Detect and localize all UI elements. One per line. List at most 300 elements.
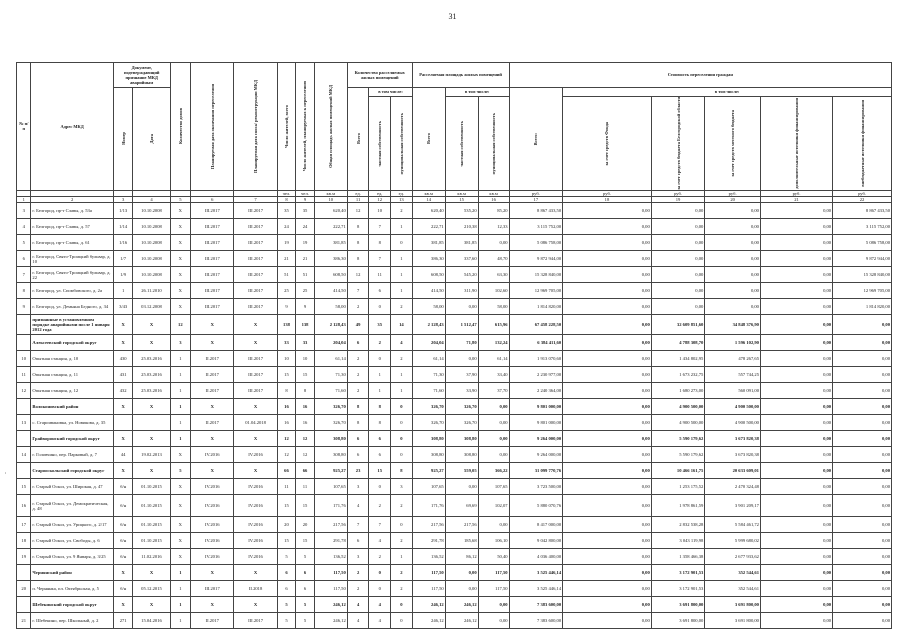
table-cell: 0,00 bbox=[651, 299, 705, 315]
table-cell: X bbox=[191, 431, 234, 447]
table-cell: III.2017 bbox=[191, 283, 234, 299]
table-cell: 0 bbox=[391, 447, 413, 463]
table-cell: X bbox=[133, 315, 170, 335]
table-cell: IV.2016 bbox=[191, 479, 234, 495]
table-cell: X bbox=[234, 315, 277, 335]
table-cell: 22 bbox=[833, 197, 892, 203]
table-row bbox=[17, 517, 892, 533]
table-cell: 8 bbox=[347, 251, 369, 267]
table-cell: X bbox=[234, 335, 277, 351]
table-cell: 0 bbox=[369, 581, 391, 597]
table-row bbox=[17, 479, 892, 495]
table-cell: ед. bbox=[391, 190, 413, 196]
table-cell: 0,00 bbox=[760, 315, 832, 335]
table-cell: 1 bbox=[391, 251, 413, 267]
table-cell: 33,90 bbox=[445, 383, 478, 399]
table-cell: 4 bbox=[347, 613, 369, 629]
table-cell: 246,12 bbox=[445, 613, 478, 629]
table-cell: 13 bbox=[391, 197, 413, 203]
subtotal-row bbox=[17, 463, 892, 479]
table-cell: IV.2016 bbox=[191, 549, 234, 565]
table-cell: 2 470 324,48 bbox=[705, 479, 761, 495]
table-cell: III.2017 bbox=[234, 383, 277, 399]
table-cell: X bbox=[170, 219, 191, 235]
table-cell: 66 bbox=[296, 463, 315, 479]
table-cell: II.2017 bbox=[191, 351, 234, 367]
table-cell: X bbox=[234, 463, 277, 479]
table-row bbox=[17, 219, 892, 235]
table-cell: 1 bbox=[170, 415, 191, 431]
table-cell: 210,38 bbox=[445, 219, 478, 235]
table-cell: 10 466 161,75 bbox=[651, 463, 705, 479]
table-cell: 3 673 820,38 bbox=[705, 431, 761, 447]
table-cell: 3 691 800,00 bbox=[651, 613, 705, 629]
table-cell: 0,00 bbox=[833, 383, 892, 399]
table-cell: 326,70 bbox=[445, 399, 478, 415]
table-cell: 246,12 bbox=[445, 597, 478, 613]
table-cell: чел. bbox=[277, 190, 296, 196]
table-cell: 0,00 bbox=[445, 299, 478, 315]
table-cell: 0,00 bbox=[760, 383, 832, 399]
table-cell: 8 bbox=[347, 219, 369, 235]
table-cell: 117,50 bbox=[314, 581, 347, 597]
table-cell: 1 814 820,00 bbox=[509, 299, 563, 315]
table-cell: 0,00 bbox=[445, 351, 478, 367]
subtotal-row bbox=[17, 335, 892, 351]
table-cell: 19.02.2013 bbox=[133, 447, 170, 463]
table-cell: 10 bbox=[277, 351, 296, 367]
table-cell: руб. bbox=[509, 190, 563, 196]
table-cell: 1 bbox=[391, 283, 413, 299]
table-cell: X bbox=[234, 597, 277, 613]
table-cell: X bbox=[170, 283, 191, 299]
table-cell: 20 bbox=[296, 517, 315, 533]
table-row bbox=[17, 383, 892, 399]
table-cell: 0,00 bbox=[563, 267, 652, 283]
table-cell: 0,00 bbox=[833, 367, 892, 383]
table-cell: III.2017 bbox=[234, 299, 277, 315]
table-cell: 2 bbox=[391, 565, 413, 581]
table-cell: 2 bbox=[369, 495, 391, 517]
table-cell: 204,04 bbox=[412, 335, 445, 351]
table-cell: 15 bbox=[17, 479, 31, 495]
table-cell: 0,00 bbox=[705, 219, 761, 235]
table-cell: 107,65 bbox=[478, 479, 509, 495]
table-cell: 8 bbox=[347, 415, 369, 431]
table-cell: 13 bbox=[17, 415, 31, 431]
table-cell: 0,00 bbox=[563, 431, 652, 447]
table-cell: 0,00 bbox=[833, 463, 892, 479]
table-cell bbox=[113, 415, 133, 431]
table-cell: 1 358 466,38 bbox=[651, 549, 705, 565]
table-cell: 0,00 bbox=[478, 431, 509, 447]
table-cell: 9 801 000,00 bbox=[509, 415, 563, 431]
table-cell: 14 bbox=[17, 447, 31, 463]
table-cell: руб. bbox=[563, 190, 652, 196]
table-cell: 0,00 bbox=[760, 447, 832, 463]
table-cell: III.2017 bbox=[191, 219, 234, 235]
table-cell: 0,00 bbox=[478, 597, 509, 613]
table-cell: 217,56 bbox=[412, 517, 445, 533]
table-cell: 7 383 600,00 bbox=[509, 597, 563, 613]
table-cell: 386,30 bbox=[412, 251, 445, 267]
table-cell: X bbox=[113, 399, 133, 415]
table-cell: 3 bbox=[347, 549, 369, 565]
table-cell: 51 bbox=[296, 267, 315, 283]
table-cell: 246,12 bbox=[314, 613, 347, 629]
table-cell: 0,00 bbox=[833, 351, 892, 367]
table-cell: 12 bbox=[17, 383, 31, 399]
table-cell: 71,60 bbox=[314, 383, 347, 399]
table-cell: 0,00 bbox=[760, 517, 832, 533]
table-cell: II.2017 bbox=[191, 383, 234, 399]
table-cell: 25 bbox=[296, 283, 315, 299]
table-cell: III.2017 bbox=[234, 267, 277, 283]
table-cell: 2 bbox=[347, 581, 369, 597]
table-cell: Чернянский район bbox=[31, 565, 113, 581]
col-document-group-header: Документ, подтверждающий признание МКД аварийным bbox=[113, 63, 170, 88]
table-cell: 308,80 bbox=[412, 431, 445, 447]
table-cell: 3 691 800,00 bbox=[705, 597, 761, 613]
table-cell: III.2017 bbox=[234, 283, 277, 299]
table-cell: 3 bbox=[17, 203, 31, 219]
table-cell: 3 bbox=[113, 197, 133, 203]
table-cell: X bbox=[170, 479, 191, 495]
table-cell: руб. bbox=[651, 190, 705, 196]
table-cell: 3 bbox=[391, 479, 413, 495]
table-cell: 0 bbox=[369, 565, 391, 581]
table-cell: 4 900 500,00 bbox=[651, 415, 705, 431]
table-cell: 0 bbox=[391, 399, 413, 415]
table-row bbox=[17, 581, 892, 597]
table-cell: 0,00 bbox=[760, 351, 832, 367]
table-cell: г. Белгород, пр-т Славы, д. 53а bbox=[31, 203, 113, 219]
table-cell: 61,14 bbox=[412, 351, 445, 367]
table-cell: 3 691 800,00 bbox=[651, 597, 705, 613]
table-cell bbox=[17, 399, 31, 415]
table-cell: 2 128,43 bbox=[314, 315, 347, 335]
table-cell: II.2017 bbox=[191, 613, 234, 629]
table-cell: 3 901 209,17 bbox=[705, 495, 761, 517]
table-cell: 33 bbox=[296, 335, 315, 351]
table-cell: 71,30 bbox=[412, 367, 445, 383]
table-cell: 4 bbox=[369, 597, 391, 613]
table-cell: 5 880 070,76 bbox=[509, 495, 563, 517]
table-cell: X bbox=[170, 251, 191, 267]
table-cell: 44 bbox=[113, 447, 133, 463]
table-cell: II.2017 bbox=[191, 415, 234, 431]
subtotal-row bbox=[17, 431, 892, 447]
table-cell: 4 bbox=[391, 335, 413, 351]
table-cell: 3/43 bbox=[113, 299, 133, 315]
table-cell: 19 bbox=[17, 549, 31, 565]
col-cost-regional-header: за счет средств бюджета Белгородской области bbox=[675, 97, 681, 190]
table-cell: 12 bbox=[277, 447, 296, 463]
table-cell: II.2018 bbox=[234, 581, 277, 597]
table-cell: 0,00 bbox=[563, 315, 652, 335]
col-cost-incl-header: в том числе: bbox=[563, 88, 892, 97]
table-cell: 19 bbox=[277, 235, 296, 251]
table-cell: 6 bbox=[296, 581, 315, 597]
table-cell: 1 bbox=[369, 367, 391, 383]
table-cell: 0,00 bbox=[760, 235, 832, 251]
table-cell: 0 bbox=[391, 415, 413, 431]
table-cell: 0,00 bbox=[760, 549, 832, 565]
table-cell: 620,40 bbox=[412, 203, 445, 219]
table-cell: IV.2016 bbox=[234, 479, 277, 495]
table-cell: 7 bbox=[17, 267, 31, 283]
table-cell: 4 bbox=[347, 597, 369, 613]
table-row bbox=[17, 367, 892, 383]
table-cell: 3 bbox=[347, 479, 369, 495]
table-cell: 1 bbox=[170, 367, 191, 383]
table-cell: кв.м bbox=[478, 190, 509, 196]
table-cell: 0,00 bbox=[563, 335, 652, 351]
table-cell: 10.10.2008 bbox=[133, 203, 170, 219]
table-cell: IV.2016 bbox=[191, 533, 234, 549]
table-cell: X bbox=[170, 549, 191, 565]
table-cell: X bbox=[191, 335, 234, 351]
table-cell: 222,71 bbox=[412, 219, 445, 235]
table-cell: 0,00 bbox=[833, 565, 892, 581]
table-cell: 1 bbox=[391, 367, 413, 383]
table-cell: 0,00 bbox=[563, 581, 652, 597]
table-cell: г. Шебекино, пер. Школьный, д. 2 bbox=[31, 613, 113, 629]
table-cell: 14 bbox=[391, 315, 413, 335]
table-cell: 15 bbox=[296, 533, 315, 549]
table-cell: 4 bbox=[347, 495, 369, 517]
table-cell: 5 584 461,72 bbox=[705, 517, 761, 533]
table-cell: г. Белгород, пр-т Славы, д. 57 bbox=[31, 219, 113, 235]
table-cell: 0,00 bbox=[563, 565, 652, 581]
table-cell: 03.12.2008 bbox=[133, 299, 170, 315]
table-cell: 0,00 bbox=[760, 367, 832, 383]
table-cell: 0,00 bbox=[445, 581, 478, 597]
table-cell: 0,00 bbox=[478, 415, 509, 431]
table-cell: кв.м bbox=[412, 190, 445, 196]
table-cell: 0,00 bbox=[478, 517, 509, 533]
col-rooms-private-header: частная собственность bbox=[377, 120, 383, 167]
table-cell: 2 bbox=[347, 367, 369, 383]
table-cell: 386,30 bbox=[314, 251, 347, 267]
col-area-group-header: Расселяемая площадь жилых помещений bbox=[412, 63, 509, 88]
table-cell: X bbox=[170, 299, 191, 315]
table-cell: 0 bbox=[369, 299, 391, 315]
table-cell: 15 bbox=[369, 463, 391, 479]
table-cell: 0,00 bbox=[760, 581, 832, 597]
table-cell: 8 bbox=[17, 283, 31, 299]
table-cell: X bbox=[170, 495, 191, 517]
col-rooms-municipal-header: муниципальная собственность bbox=[398, 112, 404, 175]
table-cell: 1 253 175,52 bbox=[651, 479, 705, 495]
table-cell: г. Старый Оскол, ул. Демократическая, д. 48 bbox=[31, 495, 113, 517]
table-cell: 8 bbox=[369, 235, 391, 251]
table-cell: 25 bbox=[277, 283, 296, 299]
table-cell: 0,00 bbox=[760, 613, 832, 629]
table-cell: 9 bbox=[17, 299, 31, 315]
table-row bbox=[17, 251, 892, 267]
table-cell: 0,00 bbox=[833, 517, 892, 533]
table-cell: 10.10.2008 bbox=[133, 219, 170, 235]
table-cell: 1 bbox=[170, 399, 191, 415]
table-cell: 2 230 977,00 bbox=[509, 367, 563, 383]
table-cell: 0,00 bbox=[651, 219, 705, 235]
table-cell: 0,00 bbox=[563, 533, 652, 549]
table-cell: 0,00 bbox=[760, 597, 832, 613]
table-cell: 9 042 800,00 bbox=[509, 533, 563, 549]
table-cell: г. Старый Оскол, ул. Свободы, д. 6 bbox=[31, 533, 113, 549]
table-cell: 9 bbox=[277, 299, 296, 315]
table-cell: 67 458 228,50 bbox=[509, 315, 563, 335]
table-cell: X bbox=[113, 315, 133, 335]
table-row bbox=[17, 533, 892, 549]
table-cell: 6 bbox=[277, 581, 296, 597]
table-cell: X bbox=[133, 565, 170, 581]
table-cell: 3 525 446,14 bbox=[509, 565, 563, 581]
table-cell: X bbox=[234, 565, 277, 581]
table-cell: 2 bbox=[31, 197, 113, 203]
table-cell: 2 bbox=[391, 299, 413, 315]
table-cell: 0,00 bbox=[833, 399, 892, 415]
table-cell: 0,00 bbox=[478, 447, 509, 463]
table-cell: 0,00 bbox=[833, 581, 892, 597]
subtotal-row bbox=[17, 597, 892, 613]
table-cell: 8 bbox=[277, 383, 296, 399]
table-cell: 34 848 376,90 bbox=[705, 315, 761, 335]
table-cell: 25.03.2016 bbox=[133, 383, 170, 399]
table-cell: 10.10.2008 bbox=[133, 251, 170, 267]
table-cell: 1 680 273,00 bbox=[651, 383, 705, 399]
table-cell: 6 bbox=[347, 533, 369, 549]
table-cell: 0 bbox=[391, 517, 413, 533]
table-cell: 1 bbox=[170, 597, 191, 613]
table-cell: 15 bbox=[277, 367, 296, 383]
table-cell: 925,27 bbox=[314, 463, 347, 479]
table-cell: 1 596 102,90 bbox=[705, 335, 761, 351]
table-cell: 3 723 500,00 bbox=[509, 479, 563, 495]
table-cell: 1 bbox=[391, 267, 413, 283]
table-cell: ед. bbox=[347, 190, 369, 196]
table-cell: 0 bbox=[369, 479, 391, 495]
table-cell: 0,00 bbox=[563, 203, 652, 219]
table-cell: 3 043 119,98 bbox=[651, 533, 705, 549]
subtotal-row bbox=[17, 399, 892, 415]
table-cell: 0,00 bbox=[563, 299, 652, 315]
table-cell: 12 bbox=[296, 431, 315, 447]
table-cell: 3 172 901,53 bbox=[651, 565, 705, 581]
table-cell: 0,00 bbox=[563, 597, 652, 613]
table-cell: 2 bbox=[391, 533, 413, 549]
table-cell: 326,70 bbox=[412, 415, 445, 431]
table-cell: г. Старый Оскол, ул. 9 Января, д. 3/25 bbox=[31, 549, 113, 565]
col-rooms-incl-header: в том числе: bbox=[369, 88, 412, 97]
col-cost-additional-header: дополнительные источники финансирования bbox=[794, 98, 800, 189]
table-cell: 63,30 bbox=[478, 267, 509, 283]
table-cell: 7 383 600,00 bbox=[509, 613, 563, 629]
table-cell: 0,00 bbox=[760, 219, 832, 235]
table-cell: 5 bbox=[277, 549, 296, 565]
table-cell: Шебекинский городской округ bbox=[31, 597, 113, 613]
table-cell: г. Головчино, пер. Парковый, д. 7 bbox=[31, 447, 113, 463]
table-cell: ед. bbox=[369, 190, 391, 196]
col-doc-date-header: Дата bbox=[148, 134, 154, 144]
table-cell: 8 bbox=[391, 463, 413, 479]
table-cell: руб. bbox=[760, 190, 832, 196]
table-cell: 0,00 bbox=[833, 415, 892, 431]
table-cell: 117,50 bbox=[412, 581, 445, 597]
table-cell: 8 bbox=[369, 415, 391, 431]
table-cell: 15.04.2016 bbox=[133, 613, 170, 629]
table-cell: 2 bbox=[347, 565, 369, 581]
table-cell: 24 bbox=[296, 219, 315, 235]
table-cell: X bbox=[170, 533, 191, 549]
table-cell: 69,69 bbox=[445, 495, 478, 517]
table-cell: X bbox=[170, 235, 191, 251]
table-cell: 9 264 000,00 bbox=[509, 447, 563, 463]
table-cell: 0,00 bbox=[651, 267, 705, 283]
table-cell: 01.04.2018 bbox=[234, 415, 277, 431]
table-cell: IV.2016 bbox=[234, 533, 277, 549]
table-cell bbox=[17, 335, 31, 351]
col-residents-header: Число жителей, всего bbox=[283, 104, 289, 148]
table-cell: 0,00 bbox=[760, 251, 832, 267]
col-cost-local-header: за счет средств местного бюджета bbox=[730, 110, 736, 177]
table-cell bbox=[17, 597, 31, 613]
table-cell: 291,78 bbox=[412, 533, 445, 549]
table-cell: 6 bbox=[347, 431, 369, 447]
table-cell: 326,70 bbox=[445, 415, 478, 431]
table-cell: 0,00 bbox=[563, 399, 652, 415]
table-cell: 16 bbox=[17, 495, 31, 517]
table-cell: 0,00 bbox=[760, 479, 832, 495]
table-cell: 1/7 bbox=[113, 251, 133, 267]
table-cell: X bbox=[133, 597, 170, 613]
table-cell: 1 bbox=[369, 383, 391, 399]
table-cell: 2 bbox=[347, 351, 369, 367]
table-cell: 4 bbox=[369, 613, 391, 629]
table-row bbox=[17, 415, 892, 431]
table-cell: 117,50 bbox=[314, 565, 347, 581]
table-cell: 326,70 bbox=[412, 399, 445, 415]
table-cell: 23 bbox=[347, 463, 369, 479]
col-rooms-group-header: Количество расселяемых жилых помещений bbox=[347, 63, 412, 88]
table-cell: 4 900 500,00 bbox=[651, 399, 705, 415]
table-cell: 0,00 bbox=[478, 235, 509, 251]
table-cell: III.2017 bbox=[191, 299, 234, 315]
table-cell: 18 bbox=[17, 533, 31, 549]
table-cell: 5 590 179,62 bbox=[651, 447, 705, 463]
table-cell: 4 900 500,00 bbox=[705, 399, 761, 415]
table-cell: 0,00 bbox=[563, 613, 652, 629]
table-cell: 4 900 500,00 bbox=[705, 415, 761, 431]
table-cell: 2 bbox=[391, 495, 413, 517]
table-cell: 21 bbox=[17, 613, 31, 629]
table-cell: 545,20 bbox=[445, 267, 478, 283]
table-cell: 01.10.2015 bbox=[133, 479, 170, 495]
table-cell: IV.2016 bbox=[234, 517, 277, 533]
table-cell: III.2017 bbox=[191, 251, 234, 267]
table-cell: 19 bbox=[296, 235, 315, 251]
table-cell: 17 bbox=[509, 197, 563, 203]
table-cell: X bbox=[191, 463, 234, 479]
table-cell: III.2017 bbox=[234, 351, 277, 367]
table-cell: 246,12 bbox=[412, 597, 445, 613]
table-cell: III.2017 bbox=[191, 203, 234, 219]
table-cell: 291,78 bbox=[314, 533, 347, 549]
table-cell: 0 bbox=[391, 597, 413, 613]
table-cell: 0 bbox=[391, 613, 413, 629]
table-row bbox=[17, 447, 892, 463]
